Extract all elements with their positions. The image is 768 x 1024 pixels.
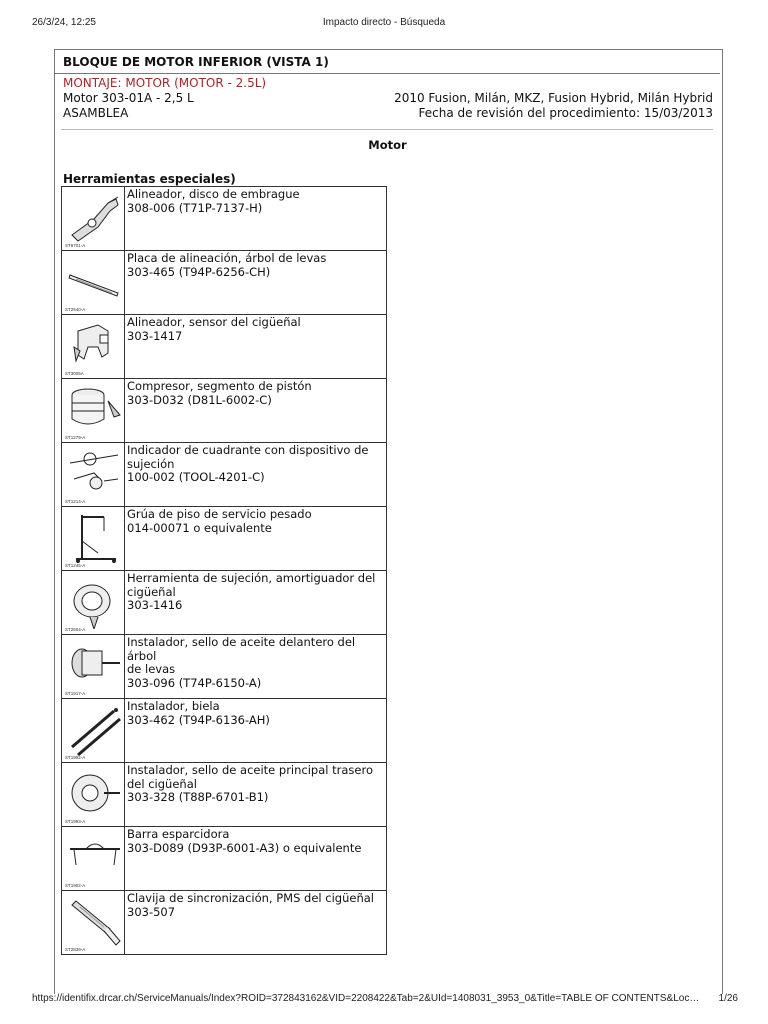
crankshaft-sensor-aligner-icon — [64, 317, 122, 373]
engine-label: Motor 303-01A - 2,5 L — [63, 91, 194, 105]
tool-row — [62, 763, 387, 827]
tool-description-line: Indicador de cuadrante con dispositivo de — [127, 443, 369, 457]
camshaft-seal-installer-icon — [64, 637, 122, 693]
tool-description-cell — [125, 251, 387, 315]
tool-description-cell — [125, 443, 387, 507]
document-meta — [63, 76, 713, 121]
print-date: 26/3/24, 12:25 — [32, 17, 96, 28]
tool-description-line: Herramienta de sujeción, amortiguador del — [127, 571, 376, 585]
tool-row — [62, 379, 387, 443]
damper-holding-tool-icon — [64, 573, 122, 629]
divider — [61, 129, 713, 130]
tool-description-line: Instalador, sello de aceite delantero del árbol — [127, 635, 356, 663]
tool-description-line: 303-465 (T94P-6256-CH) — [127, 264, 271, 279]
tool-image-cell — [62, 507, 125, 571]
tool-description-line: 303-328 (T88P-6701-B1) — [127, 790, 269, 804]
tool-description-cell — [125, 827, 387, 891]
clutch-aligner-icon — [64, 189, 122, 245]
timing-peg-icon — [64, 893, 122, 949]
section-title: Motor — [368, 138, 407, 152]
tool-row — [62, 891, 387, 955]
tool-image-code: ST3005A — [65, 371, 84, 376]
tool-image-code: ST1992-A — [65, 755, 86, 760]
tool-description-line: Compresor, segmento de pistón — [127, 379, 312, 393]
tool-description-line: 303-1417 — [127, 328, 183, 343]
tool-description-cell — [125, 891, 387, 955]
tool-description-cell — [125, 315, 387, 379]
tool-description-line: Placa de alineación, árbol de levas — [127, 251, 327, 265]
procedure-type: ASAMBLEA — [63, 106, 129, 120]
tools-heading: Herramientas especiales) — [63, 172, 236, 186]
tool-image-cell — [62, 379, 125, 443]
tool-row — [62, 827, 387, 891]
tool-row — [62, 187, 387, 251]
tool-description-line: Instalador, sello de aceite principal trasero — [127, 763, 373, 777]
tool-description-line: 303-1416 — [127, 598, 183, 612]
assembly-link[interactable]: MONTAJE: MOTOR (MOTOR - 2.5L) — [63, 76, 267, 90]
tool-description-line: Alineador, disco de embrague — [127, 187, 300, 201]
print-page-number: 1/26 — [718, 993, 738, 1004]
tool-image-cell — [62, 635, 125, 699]
tool-image-cell — [62, 827, 125, 891]
tool-description-line: Barra esparcidora — [127, 827, 230, 841]
tool-row — [62, 571, 387, 635]
tool-row — [62, 635, 387, 699]
revision-date: Fecha de revisión del procedimiento: 15/03/2013 — [418, 106, 713, 120]
tool-description-line: del cigüeñal — [127, 776, 197, 791]
tool-description-cell — [125, 635, 387, 699]
tool-description-cell — [125, 571, 387, 635]
tool-description-cell — [125, 763, 387, 827]
print-footer — [0, 993, 768, 1007]
tool-row — [62, 443, 387, 507]
tool-description-cell — [125, 507, 387, 571]
tool-image-cell — [62, 443, 125, 507]
tool-description-line: 303-507 — [127, 904, 176, 919]
tool-image-code: ST1245-A — [65, 563, 86, 568]
spreader-bar-icon — [64, 829, 122, 885]
camshaft-plate-icon — [64, 253, 122, 309]
tool-description-line: Alineador, sensor del cigüeñal — [127, 315, 301, 329]
rear-main-seal-installer-icon — [64, 765, 122, 821]
tool-description-line: 303-096 (T74P-6150-A) — [127, 675, 262, 690]
tool-description-line: Clavija de sincronización, PMS del cigüeñal — [127, 891, 374, 905]
tool-image-code: ST1993-A — [65, 819, 86, 824]
tool-description-line: 303-D032 (D81L-6002-C) — [127, 392, 272, 407]
tool-description-line: 014-00071 o equivalente — [127, 520, 272, 535]
tool-image-code: ST1902-A — [65, 883, 86, 888]
tool-image-cell — [62, 699, 125, 763]
tool-image-code: ST6701-A — [65, 243, 86, 248]
document-frame — [54, 49, 723, 994]
tool-image-cell — [62, 571, 125, 635]
tool-description-line: sujeción — [127, 456, 175, 471]
tool-description-line: 303-462 (T94P-6136-AH) — [127, 712, 270, 727]
tool-row — [62, 251, 387, 315]
tool-description-line: cigüeñal — [127, 584, 176, 599]
connecting-rod-installer-icon — [64, 701, 122, 757]
tool-image-cell — [62, 891, 125, 955]
tool-description-line: 308-006 (T71P-7137-H) — [127, 200, 263, 215]
print-header — [0, 17, 768, 31]
tool-description-line: 100-002 (TOOL-4201-C) — [127, 470, 265, 484]
tool-description-line: Instalador, biela — [127, 699, 220, 713]
vehicles-label: 2010 Fusion, Milán, MKZ, Fusion Hybrid, Milán Hybrid — [394, 91, 713, 105]
tool-image-cell — [62, 763, 125, 827]
tool-description-cell — [125, 699, 387, 763]
tool-row — [62, 507, 387, 571]
tool-description-line: de levas — [127, 662, 176, 676]
print-page-title: Impacto directo - Búsqueda — [322, 17, 446, 28]
tool-image-code: ST1279-A — [65, 435, 86, 440]
tool-image-code: ST1917-A — [65, 691, 86, 696]
tool-image-code: ST2839-A — [65, 947, 86, 952]
tool-image-code: ST2540-A — [65, 307, 86, 312]
tool-description-line: Grúa de piso de servicio pesado — [127, 507, 312, 521]
tool-image-cell — [62, 315, 125, 379]
special-tools-table — [61, 186, 387, 955]
tool-description-cell — [125, 379, 387, 443]
tool-image-code: ST2604-A — [65, 627, 86, 632]
document-title: BLOQUE DE MOTOR INFERIOR (VISTA 1) — [55, 50, 720, 74]
print-url: https://identifix.drcar.ch/ServiceManuals/Index?ROID=372843162&VID=2208422&Tab=2&UId=1408031_3953_0&Title=TABLE OF CONTENTS&Loc… — [32, 993, 700, 1004]
tool-image-cell — [62, 187, 125, 251]
dial-indicator-icon — [64, 445, 122, 501]
floor-crane-icon — [64, 509, 122, 565]
tool-row — [62, 699, 387, 763]
tool-description-cell — [125, 187, 387, 251]
piston-ring-compressor-icon — [64, 381, 122, 437]
tool-image-cell — [62, 251, 125, 315]
tool-image-code: ST1214-A — [65, 499, 86, 504]
tool-row — [62, 315, 387, 379]
tool-description-line: 303-D089 (D93P-6001-A3) o equivalente — [127, 840, 362, 855]
